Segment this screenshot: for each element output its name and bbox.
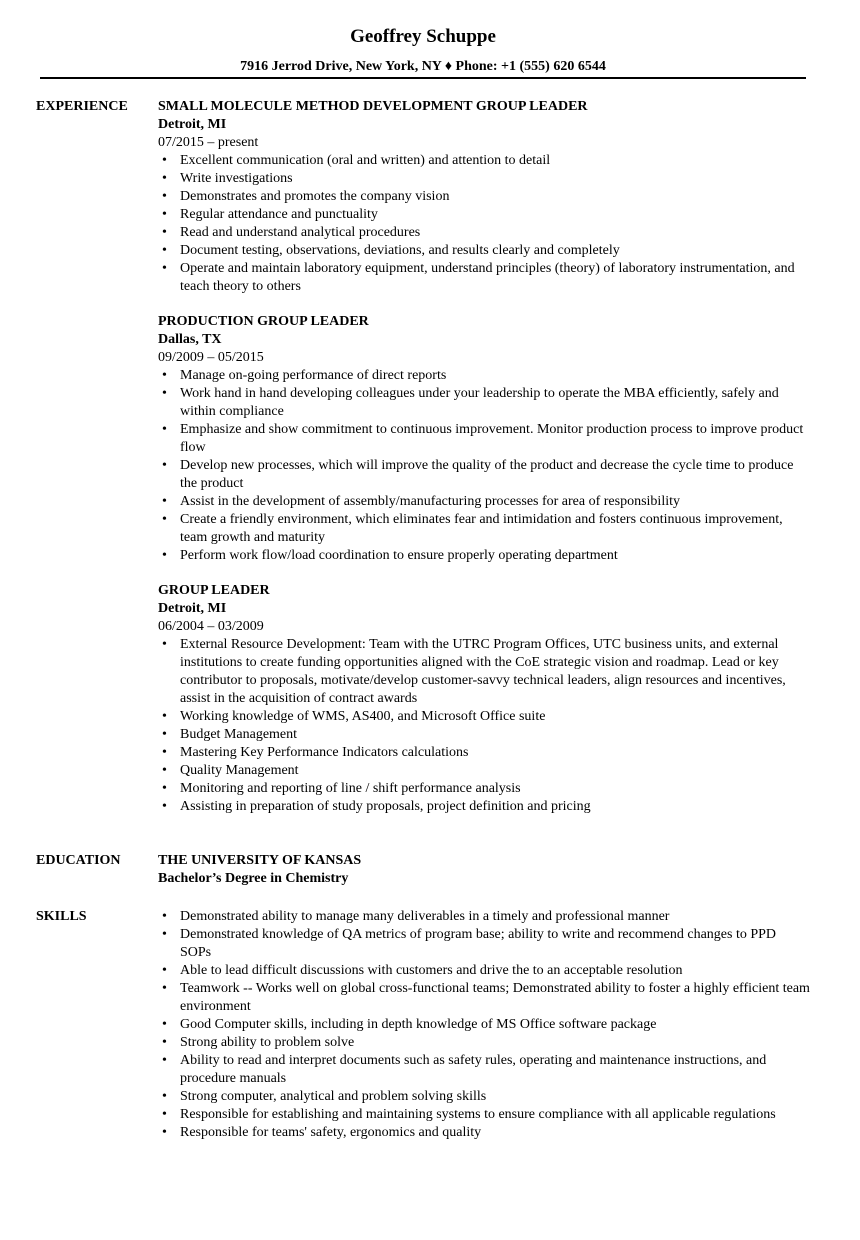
bullet-icon: • bbox=[162, 153, 167, 168]
list-item-text: Regular attendance and punctuality bbox=[180, 207, 378, 222]
skills-section bbox=[36, 908, 810, 1142]
list-item-text: Assist in the development of assembly/manufacturing processes for area of responsibility bbox=[180, 494, 680, 509]
list-item-text: Teamwork -- Works well on global cross-functional teams; Demonstrated ability to foster a highly efficient team environment bbox=[180, 981, 810, 1014]
list-item bbox=[158, 152, 810, 170]
list-item bbox=[158, 980, 810, 1016]
bullet-icon: • bbox=[162, 1125, 167, 1140]
job-dates: 09/2009 – 05/2015 bbox=[158, 350, 264, 365]
list-item-text: Demonstrated knowledge of QA metrics of program base; ability to write and recommend changes to PPD SOPs bbox=[180, 927, 777, 960]
list-item bbox=[158, 1034, 810, 1052]
bullet-icon: • bbox=[162, 261, 167, 276]
bullet-icon: • bbox=[162, 207, 167, 222]
list-item-text: Assisting in preparation of study proposals, project definition and pricing bbox=[180, 799, 591, 814]
list-item-text: Responsible for teams' safety, ergonomics and quality bbox=[180, 1125, 482, 1140]
list-item-text: Excellent communication (oral and written) and attention to detail bbox=[180, 153, 551, 168]
list-item-text: Able to lead difficult discussions with customers and drive the to an acceptable resolution bbox=[180, 963, 683, 978]
bullet-icon: • bbox=[162, 745, 167, 760]
list-item bbox=[158, 421, 810, 457]
list-item bbox=[158, 1106, 810, 1124]
candidate-name: Geoffrey Schuppe bbox=[350, 26, 496, 47]
job-bullets bbox=[158, 636, 810, 816]
list-item-text: Strong computer, analytical and problem solving skills bbox=[180, 1089, 487, 1104]
job-entry bbox=[158, 98, 810, 296]
degree: Bachelor’s Degree in Chemistry bbox=[158, 871, 349, 886]
list-item bbox=[158, 636, 810, 708]
bullet-icon: • bbox=[162, 494, 167, 509]
list-item-text: Operate and maintain laboratory equipment, understand principles (theory) of laboratory instrumentation, and teach theory to others bbox=[180, 261, 795, 294]
experience-section bbox=[36, 98, 810, 833]
list-item bbox=[158, 1124, 810, 1142]
job-bullets bbox=[158, 367, 810, 565]
list-item-text: Read and understand analytical procedures bbox=[180, 225, 421, 240]
skills-list bbox=[158, 908, 810, 1142]
list-item-text: Budget Management bbox=[180, 727, 298, 742]
bullet-icon: • bbox=[162, 368, 167, 383]
bullet-icon: • bbox=[162, 548, 167, 563]
bullet-icon: • bbox=[162, 458, 167, 473]
list-item-text: Write investigations bbox=[180, 171, 293, 186]
list-item bbox=[158, 1088, 810, 1106]
list-item bbox=[158, 726, 810, 744]
bullet-icon: • bbox=[162, 1089, 167, 1104]
school-name: THE UNIVERSITY OF KANSAS bbox=[158, 853, 362, 868]
bullet-icon: • bbox=[162, 763, 167, 778]
list-item bbox=[158, 206, 810, 224]
section-title-experience: EXPERIENCE bbox=[36, 99, 128, 114]
job-location: Dallas, TX bbox=[158, 332, 222, 347]
list-item bbox=[158, 260, 810, 296]
job-dates: 06/2004 – 03/2009 bbox=[158, 619, 264, 634]
list-item bbox=[158, 762, 810, 780]
section-title-skills: SKILLS bbox=[36, 909, 87, 924]
list-item bbox=[158, 1016, 810, 1034]
bullet-icon: • bbox=[162, 422, 167, 437]
bullet-icon: • bbox=[162, 512, 167, 527]
bullet-icon: • bbox=[162, 171, 167, 186]
job-entry bbox=[158, 313, 810, 565]
list-item bbox=[158, 511, 810, 547]
list-item bbox=[158, 798, 810, 816]
bullet-icon: • bbox=[162, 243, 167, 258]
skills-body bbox=[158, 908, 810, 1142]
bullet-icon: • bbox=[162, 225, 167, 240]
job-dates: 07/2015 – present bbox=[158, 135, 259, 150]
contact-line: 7916 Jerrod Drive, New York, NY ♦ Phone: +1 (555) 620 6544 bbox=[240, 59, 606, 74]
list-item-text: Mastering Key Performance Indicators calculations bbox=[180, 745, 469, 760]
list-item bbox=[158, 547, 810, 565]
list-item bbox=[158, 780, 810, 798]
list-item bbox=[158, 457, 810, 493]
list-item bbox=[158, 908, 810, 926]
list-item bbox=[158, 367, 810, 385]
job-title: SMALL MOLECULE METHOD DEVELOPMENT GROUP LEADER bbox=[158, 99, 588, 114]
list-item bbox=[158, 385, 810, 421]
experience-body bbox=[158, 98, 810, 816]
list-item-text: Ability to read and interpret documents such as safety rules, operating and maintenance instructions, and procedure manuals bbox=[180, 1053, 767, 1086]
list-item bbox=[158, 708, 810, 726]
bullet-icon: • bbox=[162, 189, 167, 204]
list-item bbox=[158, 188, 810, 206]
education-section bbox=[36, 852, 810, 888]
list-item-text: Emphasize and show commitment to continuous improvement. Monitor production process to improve product flow bbox=[180, 422, 804, 455]
job-entry bbox=[158, 582, 810, 816]
bullet-icon: • bbox=[162, 981, 167, 996]
list-item-text: Working knowledge of WMS, AS400, and Microsoft Office suite bbox=[180, 709, 546, 724]
list-item bbox=[158, 224, 810, 242]
section-title-education: EDUCATION bbox=[36, 853, 121, 868]
bullet-icon: • bbox=[162, 1107, 167, 1122]
job-location: Detroit, MI bbox=[158, 601, 227, 616]
bullet-icon: • bbox=[162, 1035, 167, 1050]
list-item-text: Document testing, observations, deviations, and results clearly and completely bbox=[180, 243, 620, 258]
list-item bbox=[158, 744, 810, 762]
job-bullets bbox=[158, 152, 810, 296]
list-item bbox=[158, 170, 810, 188]
job-title: GROUP LEADER bbox=[158, 583, 270, 598]
list-item-text: Demonstrated ability to manage many deliverables in a timely and professional manner bbox=[180, 909, 670, 924]
list-item-text: Work hand in hand developing colleagues under your leadership to operate the MBA efficiently, safely and within compliance bbox=[180, 386, 779, 419]
bullet-icon: • bbox=[162, 909, 167, 924]
list-item-text: Strong ability to problem solve bbox=[180, 1035, 355, 1050]
job-location: Detroit, MI bbox=[158, 117, 227, 132]
list-item bbox=[158, 1052, 810, 1088]
list-item-text: Perform work flow/load coordination to ensure properly operating department bbox=[180, 548, 618, 563]
bullet-icon: • bbox=[162, 799, 167, 814]
list-item-text: Demonstrates and promotes the company vision bbox=[180, 189, 450, 204]
list-item bbox=[158, 926, 810, 962]
list-item bbox=[158, 493, 810, 511]
bullet-icon: • bbox=[162, 963, 167, 978]
list-item-text: Good Computer skills, including in depth knowledge of MS Office software package bbox=[180, 1017, 657, 1032]
bullet-icon: • bbox=[162, 781, 167, 796]
list-item-text: Develop new processes, which will improve the quality of the product and decrease the cycle time to produce the product bbox=[180, 458, 794, 491]
bullet-icon: • bbox=[162, 709, 167, 724]
bullet-icon: • bbox=[162, 1017, 167, 1032]
list-item-text: Create a friendly environment, which eliminates fear and intimidation and fosters continuous improvement, team growth and maturity bbox=[180, 512, 783, 545]
bullet-icon: • bbox=[162, 927, 167, 942]
list-item bbox=[158, 242, 810, 260]
header-divider bbox=[40, 77, 806, 79]
bullet-icon: • bbox=[162, 386, 167, 401]
education-body bbox=[158, 852, 810, 888]
list-item-text: Manage on-going performance of direct reports bbox=[180, 368, 447, 383]
bullet-icon: • bbox=[162, 727, 167, 742]
list-item bbox=[158, 962, 810, 980]
bullet-icon: • bbox=[162, 1053, 167, 1068]
list-item-text: External Resource Development: Team with the UTRC Program Offices, UTC business units, and external institutions to create funding opportunities aligned with the CoE strategic vision and roadmap. Lead or key contributor to proposals, motivate/develop customer-savvy technical leaders, align resources and incentives, assist in the acquisition of contract awards bbox=[180, 637, 786, 706]
list-item-text: Monitoring and reporting of line / shift performance analysis bbox=[180, 781, 521, 796]
resume-header bbox=[0, 24, 846, 76]
job-title: PRODUCTION GROUP LEADER bbox=[158, 314, 369, 329]
list-item-text: Responsible for establishing and maintaining systems to ensure compliance with all applicable regulations bbox=[180, 1107, 776, 1122]
list-item-text: Quality Management bbox=[180, 763, 299, 778]
bullet-icon: • bbox=[162, 637, 167, 652]
